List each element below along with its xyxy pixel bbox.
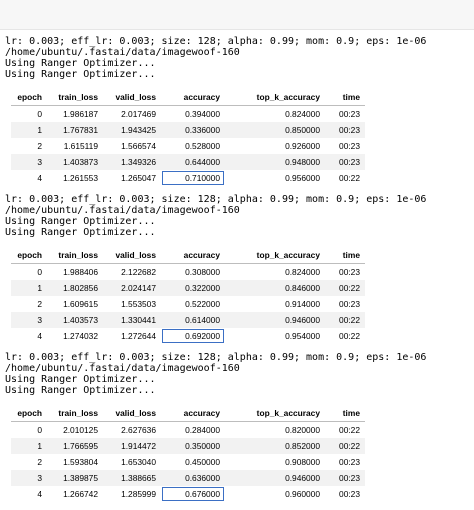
table-row bbox=[11, 328, 365, 344]
table-cell: 4 bbox=[37, 173, 42, 183]
highlighted-accuracy-cell: 0.692000 bbox=[161, 328, 225, 344]
log-line: Using Ranger Optimizer... bbox=[5, 58, 156, 69]
table-cell: 0.948000 bbox=[225, 154, 325, 170]
table-cell: 0.394000 bbox=[185, 109, 220, 119]
table-cell: 1.265047 bbox=[121, 173, 156, 183]
table-row bbox=[11, 154, 365, 170]
table-cell: 00:23 bbox=[325, 154, 365, 170]
table-cell: 3 bbox=[11, 312, 47, 328]
table-cell: 0.450000 bbox=[185, 457, 220, 467]
column-header: time bbox=[325, 405, 365, 422]
table-cell: 0.908000 bbox=[285, 457, 320, 467]
table-cell: 00:23 bbox=[339, 141, 360, 151]
table-cell: 2.010125 bbox=[63, 425, 98, 435]
table-row bbox=[11, 122, 365, 138]
column-header: time bbox=[325, 247, 365, 264]
table-cell: 0.954000 bbox=[285, 331, 320, 341]
command-token bbox=[378, 29, 397, 30]
table-cell: 00:23 bbox=[339, 267, 360, 277]
table-cell: 1.261553 bbox=[63, 173, 98, 183]
table-cell: 0.852000 bbox=[225, 438, 325, 454]
results-table bbox=[11, 89, 365, 186]
column-header: epoch bbox=[11, 247, 47, 264]
table-cell: 2.017469 bbox=[121, 109, 156, 119]
table-cell: 0.350000 bbox=[161, 438, 225, 454]
log-line: lr: 0.003; eff_lr: 0.003; size: 128; alpha: 0.99; mom: 0.9; eps: 1e-06 bbox=[5, 352, 427, 363]
command-token bbox=[302, 29, 315, 30]
log-line: Using Ranger Optimizer... bbox=[5, 216, 156, 227]
table-cell: 0.960000 bbox=[285, 489, 320, 499]
table-header-row bbox=[11, 247, 365, 264]
column-header: accuracy bbox=[161, 405, 225, 422]
table-cell: 2 bbox=[37, 141, 42, 151]
command-token bbox=[397, 29, 416, 30]
table-cell: 1.767831 bbox=[47, 122, 103, 138]
command-token bbox=[131, 29, 137, 30]
command-token bbox=[94, 29, 107, 30]
table-cell: 2 bbox=[37, 299, 42, 309]
run-output-block bbox=[5, 352, 470, 502]
column-header: valid_loss bbox=[103, 405, 161, 422]
table-cell: 0.644000 bbox=[161, 154, 225, 170]
table-row bbox=[11, 470, 365, 486]
table-cell: 0 bbox=[37, 109, 42, 119]
table-cell: 0.850000 bbox=[225, 122, 325, 138]
command-token bbox=[264, 29, 283, 30]
highlighted-accuracy-cell: 0.710000 bbox=[161, 170, 225, 186]
table-row bbox=[11, 264, 365, 281]
command-token bbox=[214, 29, 246, 30]
command-line-1 bbox=[5, 29, 474, 30]
command-token bbox=[5, 29, 30, 30]
table-header-row bbox=[11, 405, 365, 422]
column-header: train_loss bbox=[47, 247, 103, 264]
table-cell: 2.122682 bbox=[121, 267, 156, 277]
table-cell: 00:23 bbox=[339, 109, 360, 119]
command-token bbox=[315, 29, 334, 30]
table-row bbox=[11, 312, 365, 328]
table-cell: 1.653040 bbox=[121, 457, 156, 467]
table-cell: 1.388665 bbox=[103, 470, 161, 486]
table-cell: 0.956000 bbox=[285, 173, 320, 183]
table-header-row bbox=[11, 89, 365, 106]
cell-output bbox=[5, 36, 470, 510]
command-token bbox=[422, 29, 441, 30]
results-table bbox=[11, 405, 365, 502]
table-cell: 3 bbox=[11, 154, 47, 170]
table-cell: 00:22 bbox=[339, 425, 360, 435]
column-header: top_k_accuracy bbox=[225, 247, 325, 264]
table-cell: 0.636000 bbox=[161, 470, 225, 486]
table-cell: 4 bbox=[37, 489, 42, 499]
command-token bbox=[157, 29, 189, 30]
command-token bbox=[245, 29, 264, 30]
table-cell: 00:22 bbox=[325, 312, 365, 328]
table-cell: 1.566574 bbox=[121, 141, 156, 151]
table-cell: 0 bbox=[37, 267, 42, 277]
command-token bbox=[106, 29, 131, 30]
table-cell: 1.988406 bbox=[63, 267, 98, 277]
table-cell: 00:23 bbox=[339, 489, 360, 499]
table-cell: 1.802856 bbox=[47, 280, 103, 296]
table-cell: 0.528000 bbox=[185, 141, 220, 151]
column-header: time bbox=[325, 89, 365, 106]
run-output-block bbox=[5, 194, 470, 344]
column-header: valid_loss bbox=[103, 89, 161, 106]
column-header: epoch bbox=[11, 405, 47, 422]
column-header: train_loss bbox=[47, 89, 103, 106]
table-row bbox=[11, 138, 365, 154]
highlighted-accuracy-cell: 0.676000 bbox=[161, 486, 225, 502]
table-cell: 0.824000 bbox=[285, 109, 320, 119]
table-cell: 2 bbox=[37, 457, 42, 467]
command-token bbox=[138, 29, 157, 30]
table-row bbox=[11, 280, 365, 296]
table-row bbox=[11, 454, 365, 470]
table-cell: 00:22 bbox=[325, 280, 365, 296]
log-line: Using Ranger Optimizer... bbox=[5, 385, 156, 396]
table-cell: 0.336000 bbox=[161, 122, 225, 138]
table-cell: 1.403873 bbox=[47, 154, 103, 170]
table-cell: 00:22 bbox=[339, 173, 360, 183]
table-cell: 0.284000 bbox=[185, 425, 220, 435]
table-cell: 1.553503 bbox=[121, 299, 156, 309]
table-cell: 3 bbox=[11, 470, 47, 486]
table-cell: 1.266742 bbox=[63, 489, 98, 499]
table-cell: 0.308000 bbox=[185, 267, 220, 277]
table-cell: 1 bbox=[11, 122, 47, 138]
table-cell: 4 bbox=[37, 331, 42, 341]
command-token bbox=[283, 29, 302, 30]
table-cell: 0.946000 bbox=[225, 470, 325, 486]
table-cell: 1.766595 bbox=[47, 438, 103, 454]
results-table bbox=[11, 247, 365, 344]
table-row bbox=[11, 106, 365, 123]
table-row bbox=[11, 486, 365, 502]
table-cell: 0 bbox=[37, 425, 42, 435]
column-header: accuracy bbox=[161, 247, 225, 264]
table-cell: 0.846000 bbox=[225, 280, 325, 296]
table-row bbox=[11, 170, 365, 186]
table-cell: 1.943425 bbox=[103, 122, 161, 138]
table-cell: 1 bbox=[11, 280, 47, 296]
table-cell: 0.322000 bbox=[161, 280, 225, 296]
table-cell: 1 bbox=[11, 438, 47, 454]
table-cell: 00:23 bbox=[339, 457, 360, 467]
table-cell: 1.986187 bbox=[63, 109, 98, 119]
column-header: epoch bbox=[11, 89, 47, 106]
column-header: train_loss bbox=[47, 405, 103, 422]
command-token bbox=[416, 29, 422, 30]
log-line: /home/ubuntu/.fastai/data/imagewoof-160 bbox=[5, 205, 240, 216]
table-cell: 0.522000 bbox=[185, 299, 220, 309]
log-line: lr: 0.003; eff_lr: 0.003; size: 128; alpha: 0.99; mom: 0.9; eps: 1e-06 bbox=[5, 194, 427, 205]
table-cell: 0.946000 bbox=[225, 312, 325, 328]
column-header: valid_loss bbox=[103, 247, 161, 264]
table-cell: 1.349326 bbox=[103, 154, 161, 170]
table-cell: 1.593804 bbox=[63, 457, 98, 467]
table-cell: 0.820000 bbox=[285, 425, 320, 435]
table-cell: 1.403573 bbox=[47, 312, 103, 328]
table-row bbox=[11, 438, 365, 454]
table-cell: 0.824000 bbox=[285, 267, 320, 277]
run-output-block bbox=[5, 36, 470, 186]
command-token bbox=[372, 29, 378, 30]
table-cell: 00:23 bbox=[339, 299, 360, 309]
table-cell: 1.389875 bbox=[47, 470, 103, 486]
table-cell: 1.274032 bbox=[63, 331, 98, 341]
log-line: Using Ranger Optimizer... bbox=[5, 227, 156, 238]
table-cell: 00:22 bbox=[339, 331, 360, 341]
table-row bbox=[11, 296, 365, 312]
table-cell: 2.024147 bbox=[103, 280, 161, 296]
column-header: top_k_accuracy bbox=[225, 405, 325, 422]
command-token bbox=[334, 29, 372, 30]
log-line: /home/ubuntu/.fastai/data/imagewoof-160 bbox=[5, 47, 240, 58]
log-line: /home/ubuntu/.fastai/data/imagewoof-160 bbox=[5, 363, 240, 374]
table-cell: 2.627636 bbox=[121, 425, 156, 435]
command-token bbox=[188, 29, 194, 30]
table-cell: 00:22 bbox=[325, 438, 365, 454]
table-cell: 0.914000 bbox=[285, 299, 320, 309]
table-cell: 1.914472 bbox=[103, 438, 161, 454]
code-cell-input[interactable] bbox=[0, 0, 474, 30]
table-row bbox=[11, 422, 365, 439]
command-token bbox=[30, 29, 93, 30]
column-header: top_k_accuracy bbox=[225, 89, 325, 106]
table-cell: 1.615119 bbox=[63, 141, 98, 151]
log-line: Using Ranger Optimizer... bbox=[5, 374, 156, 385]
table-cell: 1.609615 bbox=[63, 299, 98, 309]
log-line: Using Ranger Optimizer... bbox=[5, 69, 156, 80]
command-token bbox=[195, 29, 214, 30]
table-cell: 0.614000 bbox=[161, 312, 225, 328]
column-header: accuracy bbox=[161, 89, 225, 106]
table-cell: 1.272644 bbox=[121, 331, 156, 341]
table-cell: 00:23 bbox=[325, 470, 365, 486]
table-cell: 00:23 bbox=[325, 122, 365, 138]
log-line: lr: 0.003; eff_lr: 0.003; size: 128; alpha: 0.99; mom: 0.9; eps: 1e-06 bbox=[5, 36, 427, 47]
table-cell: 0.926000 bbox=[285, 141, 320, 151]
table-cell: 1.330441 bbox=[103, 312, 161, 328]
table-cell: 1.285999 bbox=[121, 489, 156, 499]
command-token bbox=[441, 29, 474, 30]
